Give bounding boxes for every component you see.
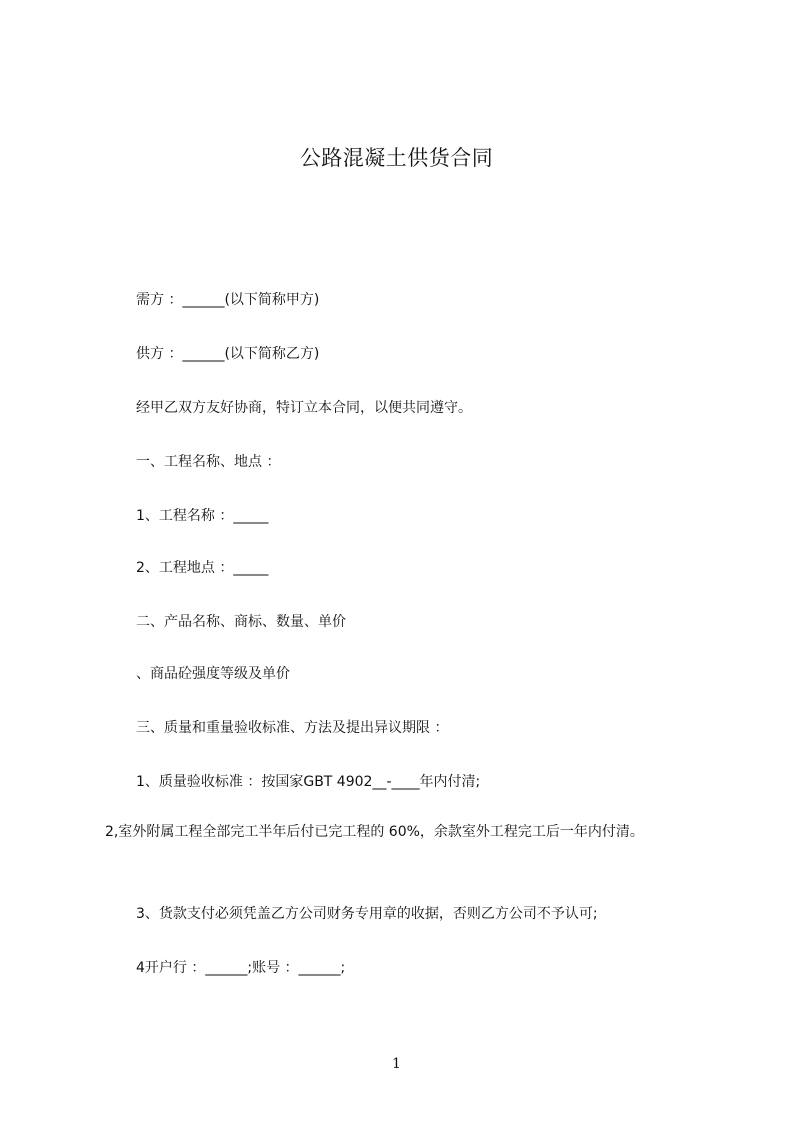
concrete-grade-line: 、商品砼强度等级及单价 [136, 666, 290, 682]
project-name-line: 1、工程名称 ：_____ [136, 508, 269, 524]
preamble-line: 经甲乙双方友好协商，特订立本合同，以便共同遵守。 [136, 400, 472, 416]
bank-account-line: 4开户行 ：______;账号 ：______; [136, 960, 346, 976]
section-heading-quality: 三、质量和重量验收标准、方法及提出异议期限 ： [136, 720, 449, 736]
supplier-line: 供方 ：______(以下简称乙方) [136, 346, 320, 362]
receipt-clause-line: 3、货款支付必须凭盖乙方公司财务专用章的收据，否则乙方公司不予认可; [136, 906, 598, 922]
section-heading-project: 一、工程名称、地点 ： [136, 454, 281, 470]
quality-standard-line: 1、质量验收标准 ：按国家GBT 4902__-____年内付清; [136, 774, 481, 790]
project-location-line: 2、工程地点 ：_____ [136, 560, 269, 576]
section-heading-products: 二、产品名称、商标、数量、单价 [136, 614, 346, 630]
page-number: 1 [392, 1056, 401, 1072]
document-title: 公路混凝土供货合同 [299, 146, 494, 170]
buyer-line: 需方 ：______(以下简称甲方) [136, 292, 320, 308]
payment-clause-paragraph: 2,室外附属工程全部完工半年后付已完工程的 60%，余款室外工程完工后一年内付清。 [105, 824, 644, 840]
